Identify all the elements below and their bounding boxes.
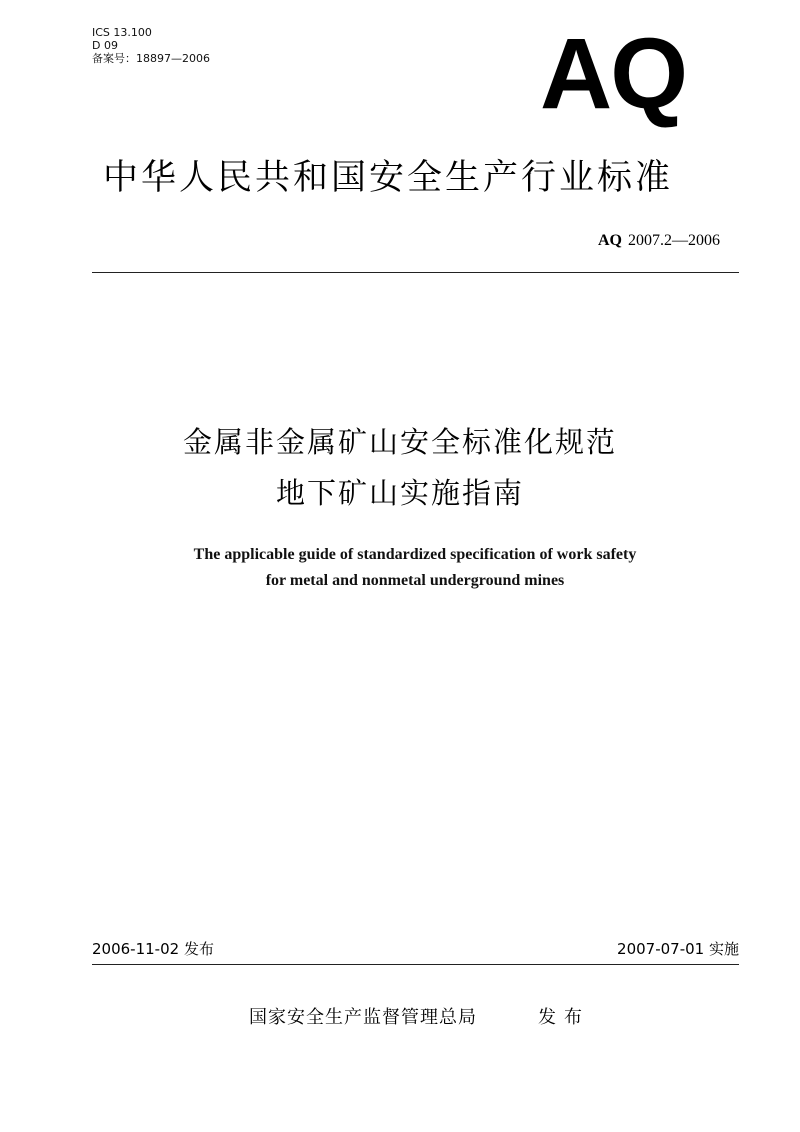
chinese-title-line-1: 金属非金属矿山安全标准化规范 <box>182 425 617 459</box>
aq-logo-mark: AQ <box>540 18 686 130</box>
record-number: 备案号：18897—2006 <box>92 52 210 65</box>
ics-code: ICS 13.100 <box>92 26 152 39</box>
standard-number <box>598 231 720 251</box>
implementation-date: 2007-07-01 实施 <box>617 940 739 958</box>
publisher-name: 国家安全生产监督管理总局 <box>249 1007 477 1028</box>
standard-number-prefix: AQ <box>598 232 622 249</box>
bottom-divider <box>92 964 739 965</box>
top-divider <box>92 272 739 273</box>
standard-number-value: 2007.2—2006 <box>628 232 720 249</box>
english-title-line-1: The applicable guide of standardized specification of work safety <box>193 546 637 563</box>
issue-date: 2006-11-02 发布 <box>92 940 214 958</box>
standard-type-heading: 中华人民共和国安全生产行业标准 <box>103 158 674 198</box>
publish-label: 发布 <box>538 1007 590 1028</box>
english-title-line-2: for metal and nonmetal underground mines <box>265 572 565 589</box>
classification-code: D 09 <box>92 39 118 52</box>
chinese-title-line-2: 地下矿山实施指南 <box>275 476 524 510</box>
